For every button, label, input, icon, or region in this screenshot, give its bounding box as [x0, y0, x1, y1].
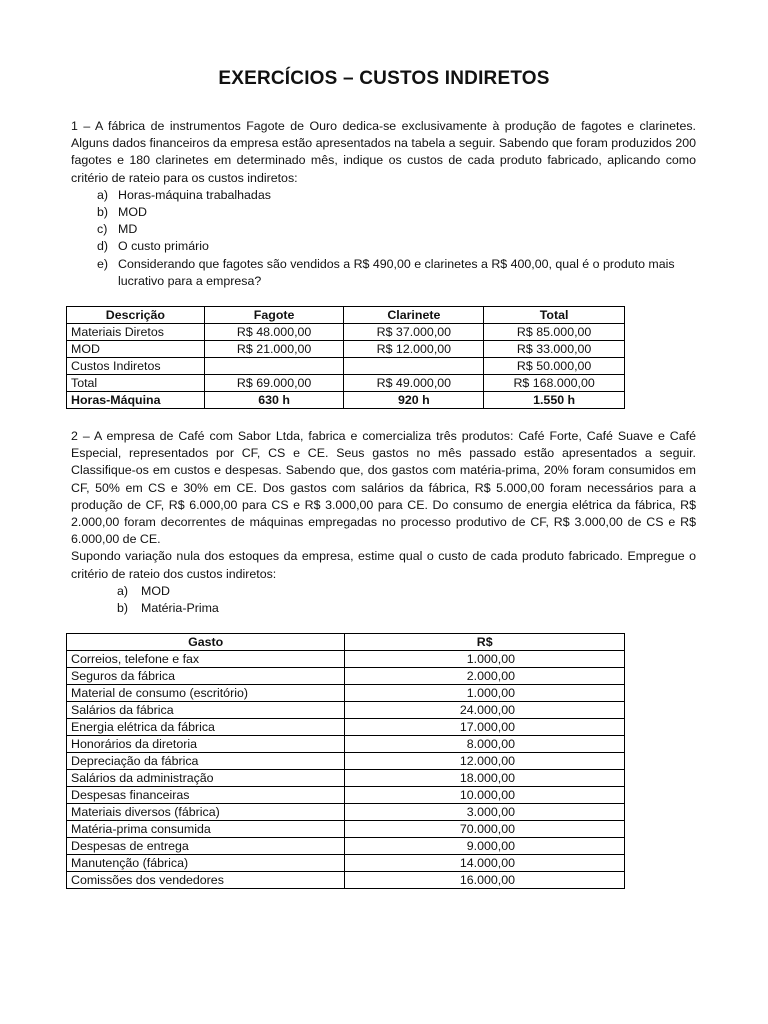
table-cell: 16.000,00	[345, 872, 625, 889]
table-cell: 24.000,00	[345, 702, 625, 719]
table-cell: 18.000,00	[345, 770, 625, 787]
table-cell: Seguros da fábrica	[67, 668, 345, 685]
option-a: a) MOD	[117, 583, 170, 598]
table-row	[67, 375, 625, 392]
table-cell: 10.000,00	[345, 787, 625, 804]
table-row	[67, 838, 625, 855]
option-d: d) O custo primário	[97, 239, 209, 254]
table-row	[67, 358, 625, 375]
column-header: Total	[484, 307, 625, 324]
table-cell: R$ 37.000,00	[344, 324, 484, 341]
table-cell: Materiais diversos (fábrica)	[67, 804, 345, 821]
table-cell: Material de consumo (escritório)	[67, 685, 345, 702]
table-cell	[344, 358, 484, 375]
column-header: Descrição	[67, 307, 205, 324]
table-row	[67, 324, 625, 341]
column-header: Clarinete	[344, 307, 484, 324]
table-cell: 630 h	[204, 392, 344, 409]
table-cell: 17.000,00	[345, 719, 625, 736]
table-cell: R$ 12.000,00	[344, 341, 484, 358]
table-row	[67, 753, 625, 770]
table-cell: Matéria-prima consumida	[67, 821, 345, 838]
table-row	[67, 341, 625, 358]
table-cell: Despesas financeiras	[67, 787, 345, 804]
table-cell	[204, 358, 344, 375]
option-b: b) Matéria-Prima	[117, 601, 219, 616]
column-header: Fagote	[204, 307, 344, 324]
cost-table	[66, 306, 625, 409]
table-cell: 1.000,00	[345, 685, 625, 702]
column-header: Gasto	[67, 634, 345, 651]
question-2	[71, 428, 696, 617]
table-cell: 9.000,00	[345, 838, 625, 855]
question-2-options	[71, 583, 696, 617]
table-cell: 14.000,00	[345, 855, 625, 872]
table-cell: Depreciação da fábrica	[67, 753, 345, 770]
table-row	[67, 804, 625, 821]
table-cell: R$ 33.000,00	[484, 341, 625, 358]
table-row	[67, 668, 625, 685]
question-1-options	[71, 187, 696, 290]
table-cell: Salários da fábrica	[67, 702, 345, 719]
question-2-text: 2 – A empresa de Café com Sabor Ltda, fabrica e comercializa três produtos: Café Forte, Café Suave e Café Especial, representados por CF, CS e CE. Seus gastos no mês passado estão apresentados a seguir. Classifique-os em custos e despesas. Sabendo que, dos gastos com matéria-prima, 20% foram consumidos em CF, 50% em CS e 30% em CE. Dos gastos com salários da fábrica, R$ 5.000,00 foram necessários para a produção de CF, R$ 6.000,00 para CS e R$ 3.000,00 para CE. Do consumo de energia elétrica da fábrica, R$ 2.000,00 foram decorrentes de máquinas empregadas no processo produtivo de CF, R$ 3.000,00 de CS e R$ 6.000,00 de CE.	[71, 429, 696, 547]
table-cell: R$ 21.000,00	[204, 341, 344, 358]
table-cell: R$ 48.000,00	[204, 324, 344, 341]
question-2-instruction: Supondo variação nula dos estoques da empresa, estime qual o custo de cada produto fabricado. Empregue o critério de rateio dos custos indiretos:	[71, 549, 696, 581]
table-cell: R$ 50.000,00	[484, 358, 625, 375]
table-cell: Manutenção (fábrica)	[67, 855, 345, 872]
table-cell: 12.000,00	[345, 753, 625, 770]
table-cell: Comissões dos vendedores	[67, 872, 345, 889]
option-a: a) Horas-máquina trabalhadas	[97, 187, 271, 202]
table-row	[67, 821, 625, 838]
table-row	[67, 872, 625, 889]
table-cell: 8.000,00	[345, 736, 625, 753]
table-cell: R$ 85.000,00	[484, 324, 625, 341]
table-cell: 70.000,00	[345, 821, 625, 838]
page-title: EXERCÍCIOS – CUSTOS INDIRETOS	[218, 68, 550, 89]
question-1-text: 1 – A fábrica de instrumentos Fagote de Ouro dedica-se exclusivamente à produção de fagotes e clarinetes. Alguns dados financeiros da empresa estão apresentados na tabela a seguir. Sabendo que foram produzidos 200 fagotes e 180 clarinetes em determinado mês, indique os custos de cada produto fabricado, aplicando como critério de rateio para os custos indiretos:	[71, 119, 696, 185]
table-header-row	[67, 634, 625, 651]
table-cell: 2.000,00	[345, 668, 625, 685]
table-cell: Correios, telefone e fax	[67, 651, 345, 668]
table-cell: Materiais Diretos	[67, 324, 205, 341]
column-header: R$	[345, 634, 625, 651]
option-e: e) Considerando que fagotes são vendidos a R$ 490,00 e clarinetes a R$ 400,00, qual é o produto mais lucrativo para a empresa?	[97, 256, 675, 288]
table-cell: Despesas de entrega	[67, 838, 345, 855]
table-row	[67, 651, 625, 668]
table-cell: 1.000,00	[345, 651, 625, 668]
table-header-row	[67, 307, 625, 324]
table-cell: Custos Indiretos	[67, 358, 205, 375]
table-row	[67, 685, 625, 702]
table-cell: Honorários da diretoria	[67, 736, 345, 753]
table-row	[67, 719, 625, 736]
table-row	[67, 702, 625, 719]
table-cell: MOD	[67, 341, 205, 358]
table-row	[67, 392, 625, 409]
table-row	[67, 855, 625, 872]
table-cell: Energia elétrica da fábrica	[67, 719, 345, 736]
table-cell: Horas-Máquina	[67, 392, 205, 409]
option-c: c) MD	[97, 222, 138, 237]
table-cell: Salários da administração	[67, 770, 345, 787]
table-cell: Total	[67, 375, 205, 392]
table-cell: 1.550 h	[484, 392, 625, 409]
table-row	[67, 787, 625, 804]
option-b: b) MOD	[97, 205, 147, 220]
table-cell: 920 h	[344, 392, 484, 409]
expenses-table	[66, 633, 625, 889]
table-cell: R$ 69.000,00	[204, 375, 344, 392]
table-row	[67, 770, 625, 787]
question-1	[71, 118, 696, 290]
table-row	[67, 736, 625, 753]
table-cell: 3.000,00	[345, 804, 625, 821]
table-cell: R$ 168.000,00	[484, 375, 625, 392]
table-cell: R$ 49.000,00	[344, 375, 484, 392]
